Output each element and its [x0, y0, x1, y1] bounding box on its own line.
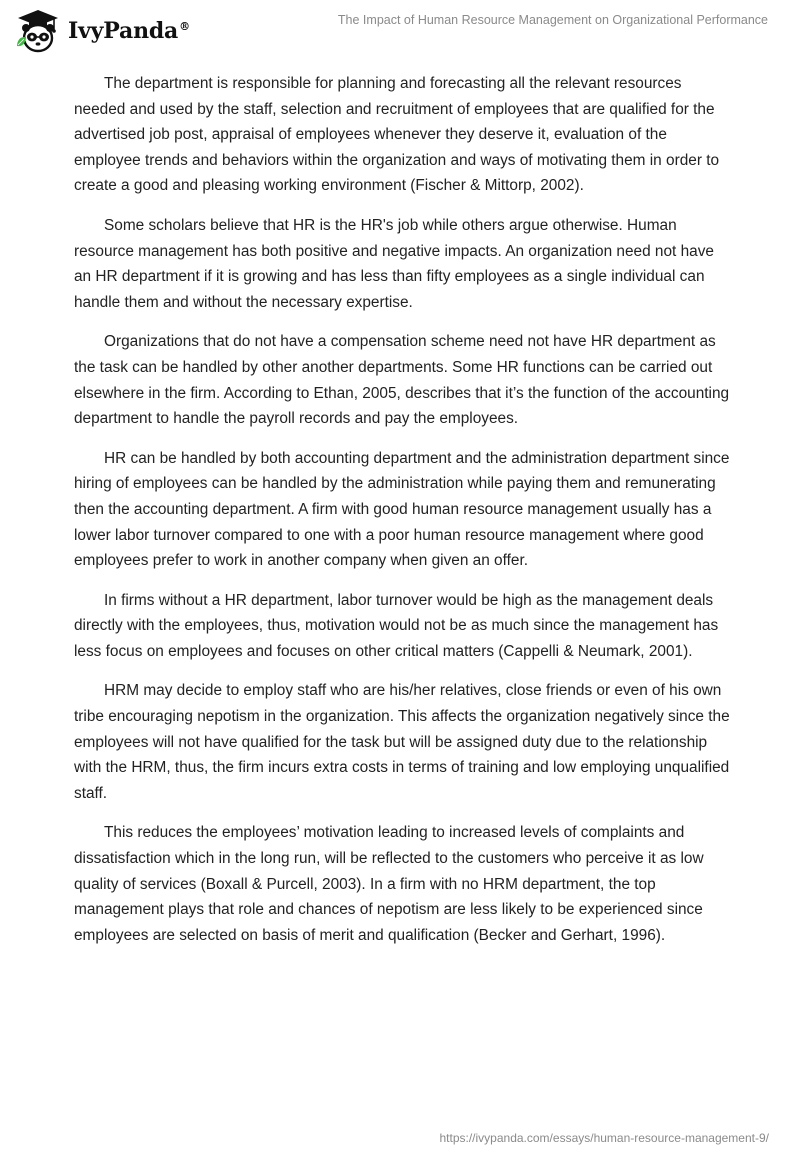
essay-paragraph: HR can be handled by both accounting department and the administration department since hiring of employees can be handled by the administration while paying them and remunerating then the accounting department. A firm with good human resource management usually has a lower labor turnover compared to one with a poor human resource management where good employees prefer to work in another company when given an offer.	[74, 449, 730, 570]
brand-name: IvyPanda®	[68, 18, 190, 44]
source-url-link[interactable]: https://ivypanda.com/essays/human-resource-management-9/	[439, 1131, 769, 1145]
registered-mark: ®	[179, 19, 190, 33]
panda-graduate-icon	[14, 8, 62, 54]
essay-paragraph: The department is responsible for planning and forecasting all the relevant resources needed and used by the staff, selection and recruitment of employees that are qualified for the advertised job post, appraisal of employees whenever they deserve it, evaluation of the employee trends and behaviors within the organization and ways of motivating them in order to create a good and pleasing working environment (Fischer & Mittorp, 2002).	[74, 75, 720, 195]
essay-paragraph: Some scholars believe that HR is the HR's job while others argue otherwise. Human resource management has both positive and negative impacts. An organization need not have an HR department if it is growing and has less than fifty employees as a single individual can handle them and without the necessary expertise.	[74, 216, 714, 311]
essay-paragraph: HRM may decide to employ staff who are his/her relatives, close friends or even of his own tribe encouraging nepotism in the organization. This affects the organization negatively since the employees will not have qualified for the task but will be assigned duty due to the relationship with the HRM, thus, the firm incurs extra costs in terms of training and low employing unqualified staff.	[74, 682, 730, 802]
essay-body	[74, 71, 734, 962]
essay-paragraph: Organizations that do not have a compensation scheme need not have HR department as the task can be handled by other another departments. Some HR functions can be carried out elsewhere in the firm. According to Ethan, 2005, describes that it’s the function of the accounting department to handle the payroll records and pay the employees.	[74, 333, 730, 428]
document-title: The Impact of Human Resource Management on Organizational Performance	[337, 13, 768, 27]
essay-paragraph: This reduces the employees’ motivation leading to increased levels of complaints and dissatisfaction which in the long run, will be reflected to the customers who perceive it as low quality of services (Boxall & Purcell, 2003). In a firm with no HRM department, the top management plays that role and chances of nepotism are less likely to be experienced since employees are selected on basis of merit and qualification (Becker and Gerhart, 1996).	[74, 824, 704, 944]
page-header	[0, 0, 800, 70]
ivypanda-logo[interactable]	[14, 8, 204, 54]
essay-paragraph: In firms without a HR department, labor turnover would be high as the management deals directly with the employees, thus, motivation would not be as much since the management has less focus on employees and focuses on other critical matters (Cappelli & Neumark, 2001).	[74, 591, 719, 660]
